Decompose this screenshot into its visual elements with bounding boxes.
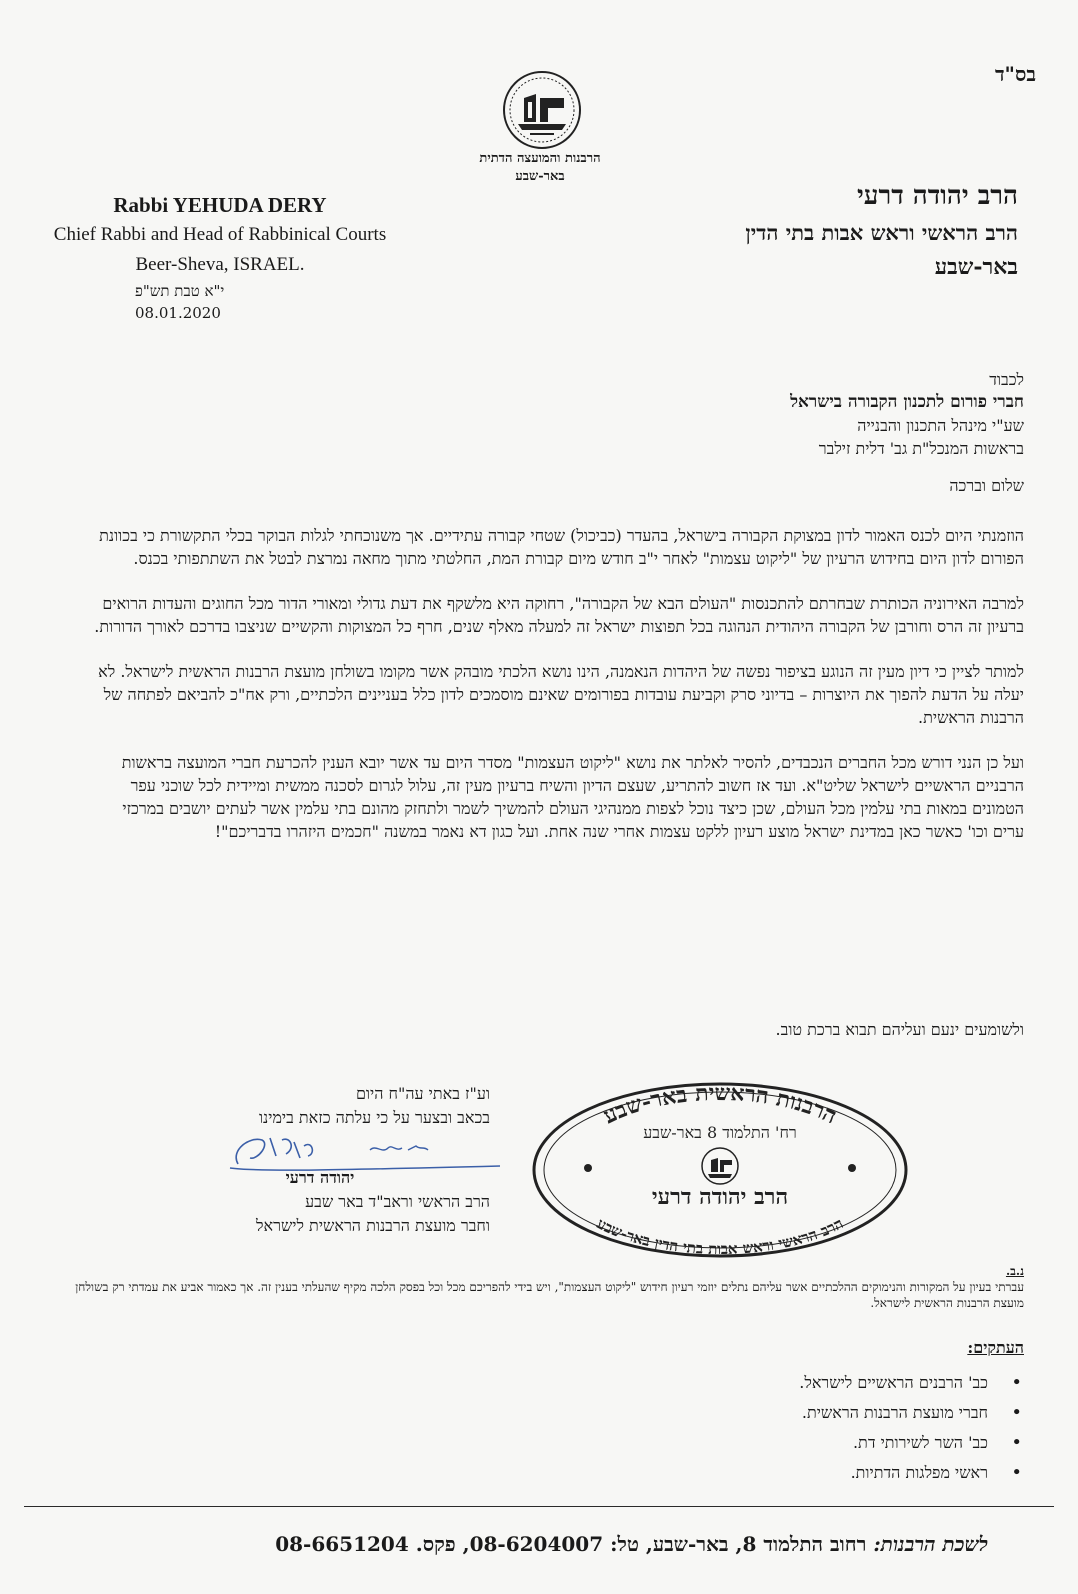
- footer-text: רחוב התלמוד 8, באר-שבע, טל: 08-6204007, פקס. 08-6651204: [275, 1532, 867, 1556]
- gregorian-date: 08.01.2020: [135, 304, 221, 322]
- copies-item: • ראשי מפלגות הדתיות.: [524, 1458, 988, 1488]
- logo-caption-line1: הרבנות והמועצה הדתית: [479, 151, 601, 166]
- hebrew-date: י"א טבת תש"פ: [135, 282, 225, 300]
- hebrew-name: הרב יהודה דרעי: [856, 181, 1018, 211]
- copies-item: • חברי מועצת הרבנות הראשית.: [524, 1398, 988, 1428]
- svg-text:רח' התלמוד 8 באר-שבע: רח' התלמוד 8 באר-שבע: [643, 1123, 797, 1142]
- letter-body: [94, 524, 1024, 865]
- bsd-header: בס"ד: [994, 62, 1036, 86]
- english-name: Rabbi YEHUDA DERY: [113, 193, 327, 217]
- copies-list: [524, 1334, 1024, 1488]
- copies-item: • כב' הרבנים הראשיים לישראל.: [524, 1368, 988, 1398]
- paragraph-1: הוזמנתי היום לכנס האמור לדון במצוקת הקבורה בישראל, בהעדר (כביכול) שטחי קבורה עתידיים. אך משנוכחתי לגלות הבוקר בכלי התקשורת כי בכוונת הפורום לדון היום בחידוש הרעיון של "ליקוט עצמות" לאחר י"ב חודש מיום קבורת המת, החלטתי מתוך מחאה נמרצת לבטל את השתתפותי בכנס.: [99, 526, 1024, 568]
- recipient-address: [324, 368, 1024, 460]
- postscript-text: עברתי בעיון על המקורות והנימוקים ההלכתיים אשר עליהם נתלים יוזמי רעיון חידוש "ליקוט העצמות", ויש בידי להפריכם מכל וכל בפסק הלכה מקיף שהעלתי בענין זה. אך כאמור אביע את עמדתי רק בשולחן מועצת הרבנות הראשית לישראל.: [75, 1280, 1024, 1310]
- signature-role2: וחבר מועצת הרבנות הראשית לישראל: [256, 1216, 490, 1235]
- hebrew-title: הרב הראשי וראש אבות בתי הדין: [745, 220, 1018, 245]
- signature-line1: וע"ז באתי עה"ח היום: [355, 1084, 490, 1103]
- hebrew-header: [548, 176, 1018, 284]
- postscript-label: נ.ב.: [1005, 1264, 1024, 1278]
- footer-label: לשכת הרבנות:: [873, 1532, 988, 1556]
- paragraph-2: למרבה האירוניה הכותרת שבחרתם להתכנסות "העולם הבא של הקבורה", רחוקה היא מלשקף את דעת גדולי ומאורי הדור מכל החוגים והעדות הרואים ברעיון זה הרס וחורבן של הקבורה היהודית הנהוגה בכל תפוצות ישראל זה למעלה מאלף שנים, חרף כל המצוקות והקשיים שניצבו בדרכם לאורך הדורות.: [94, 594, 1024, 636]
- footer-divider: [24, 1506, 1054, 1507]
- postscript: [44, 1263, 1024, 1311]
- address-head: בראשות המנכל"ת גב' דלית זילבר: [818, 439, 1024, 458]
- signature-name: יהודה דרעי: [285, 1168, 355, 1187]
- rabbinate-emblem-icon: [500, 68, 584, 152]
- english-title: Chief Rabbi and Head of Rabbinical Courts: [53, 224, 387, 245]
- svg-text:הרב הראשי וראש אבות בתי הדין ב: הרב הראשי וראש אבות בתי הדין באר-שבע: [593, 1214, 847, 1259]
- address-via: שע"י מינהל התכנון והבנייה: [857, 416, 1024, 435]
- copies-item: • כב' השר לשירותי דת.: [524, 1428, 988, 1458]
- logo-caption-line2: באר-שבע: [515, 169, 565, 184]
- svg-text:הרבנות הראשית באר-שבע: הרבנות הראשית באר-שבע: [599, 1080, 841, 1130]
- signature-role1: הרב הראשי וראב"ד באר שבע: [305, 1192, 490, 1211]
- signature-line2: בכאב ובצער על כי עלתה כזאת בימינו: [258, 1108, 490, 1127]
- official-stamp-icon: [530, 1080, 910, 1260]
- date-block: [135, 280, 335, 324]
- copies-label: העתקים:: [967, 1338, 1024, 1357]
- english-city: Beer-Sheva, ISRAEL.: [135, 254, 305, 275]
- hebrew-city: באר-שבע: [934, 254, 1018, 280]
- paragraph-3: למותר לציין כי דיון מעין זה הנוגע בציפור נפשה של היהדות הנאמנה, הינו נושא הלכתי מובהק אשר מקומו בשולחן מועצת הרבנות הראשית לישראל. לא יעלה על הדעת להפוך את היוצרות – בדיוני סרק וקביעת עובדות בפורומים שאינם מוסמכים לדון כלל בעניינים הלכתיים, ורק אח"כ להביאם לפתחה של הרבנות הראשית.: [98, 662, 1024, 727]
- english-header: [24, 190, 416, 280]
- signature-block: [150, 1082, 490, 1238]
- closing-line: ולשומעים ינעם ועליהם תבוא ברכת טוב.: [775, 1020, 1024, 1039]
- address-forum: חברי פורום לתכנון הקבורה בישראל: [790, 392, 1024, 412]
- greeting: שלום וברכה: [949, 476, 1024, 495]
- footer-contact: [275, 1532, 988, 1557]
- paragraph-4: ועל כן הנני דורש מכל החברים הנכבדים, להסיר לאלתר את נושא "ליקוט העצמות" מסדר היום עד אשר יובא הענין להכרעת חברי המועצה בראשות הרבניים הראשיים לישראל שליט"א. ועד אז חשוב להתריע, שעצם הדיון והשיח ברעיון מעין זה, עלול לגרום לסכנה ממשית ומיידית לכל שוכני עפר הטמונים במאות בתי עלמין מכל העולם, שכן כיצד נוכל לצפות ממנהיגי העולם להמשיך לשמר ולתחזק מהונם בתי עלמין אשר לעתים יושבים במרכזי ערים וכו' כאשר כאן במדינת ישראל מוצע רעיון ללקט עצמות אחרי שנה אחת. ועל כגון דא נאמר במשנה "חכמים היזהרו בדבריכם"!: [121, 753, 1024, 841]
- address-to: לכבוד: [989, 370, 1024, 389]
- svg-text:הרב יהודה דרעי: הרב יהודה דרעי: [651, 1184, 789, 1210]
